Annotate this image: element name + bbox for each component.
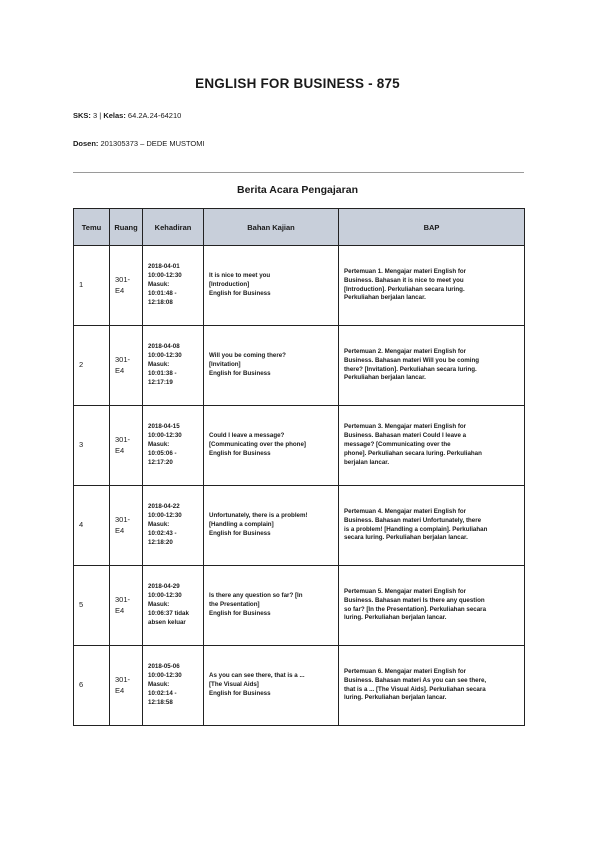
cell-bap-line: that is a ... [The Visual Aids]. Perkuliahan secara	[344, 685, 486, 693]
cell-bap-line: [Introduction]. Perkuliahan secara luring.	[344, 285, 465, 293]
cell-bap-line: Pertemuan 2. Mengajar materi English for	[344, 347, 467, 355]
cell-kehadiran-line: Masuk:	[148, 681, 170, 688]
cell-kehadiran-line: 10:00-12:30	[148, 672, 182, 680]
cell-kehadiran-line: Masuk:	[148, 361, 170, 368]
cell-bap	[339, 246, 525, 326]
cell-bap-line: luring. Perkuliahan berjalan lancar.	[344, 694, 447, 702]
sks-label: SKS:	[73, 111, 91, 120]
cell-kehadiran-line: 2018-04-15	[148, 423, 180, 431]
cell-kehadiran-line: 12:18:08	[148, 298, 173, 306]
cell-ruang	[110, 326, 143, 406]
cell-ruang-line: 301-	[115, 434, 131, 444]
cell-kehadiran-line: Masuk:	[148, 521, 170, 528]
cell-bahan-kajian-line: It is nice to meet you	[209, 272, 271, 280]
cell-kehadiran-line: 2018-04-08	[148, 343, 180, 351]
cell-bap-line: luring. Perkuliahan berjalan lancar.	[344, 614, 447, 622]
cell-ruang	[110, 646, 143, 726]
cell-bahan-kajian-line: English for Business	[209, 449, 271, 457]
cell-temu: 4	[74, 486, 110, 566]
cell-kehadiran-line: 12:17:19	[148, 378, 173, 386]
cell-ruang	[110, 246, 143, 326]
cell-bap-line: Perkuliahan berjalan lancar.	[344, 374, 426, 382]
header-kehadiran: Kehadiran	[143, 209, 204, 246]
cell-kehadiran-line: 10:01:48 -	[148, 289, 177, 297]
cell-kehadiran-line: 2018-04-29	[148, 583, 180, 591]
cell-ruang-line: 301-	[115, 354, 131, 364]
cell-bap-line: Perkuliahan berjalan lancar.	[344, 294, 426, 302]
cell-bap-line: Pertemuan 4. Mengajar materi English for	[344, 507, 467, 515]
cell-kehadiran-line: 10:00-12:30	[148, 592, 182, 600]
cell-bahan-kajian-line: [Invitation]	[209, 361, 241, 368]
cell-kehadiran-line: 12:18:58	[148, 698, 173, 706]
document-title: ENGLISH FOR BUSINESS - 875	[195, 76, 400, 91]
cell-ruang-line: E4	[115, 285, 125, 295]
dosen-label: Dosen:	[73, 139, 99, 148]
cell-temu: 6	[74, 646, 110, 726]
cell-bap-line: berjalan lancar.	[344, 458, 390, 466]
cell-ruang-line: E4	[115, 445, 125, 455]
cell-bahan-kajian	[204, 406, 339, 486]
cell-bap-line: there? [Invitation]. Perkuliahan secara luring.	[344, 365, 477, 373]
cell-bap	[339, 566, 525, 646]
cell-kehadiran-line: 2018-04-01	[148, 263, 180, 271]
cell-bahan-kajian	[204, 246, 339, 326]
cell-kehadiran-line: 12:17:20	[148, 458, 173, 466]
table-row	[74, 326, 525, 406]
teaching-report-table	[73, 208, 525, 726]
cell-kehadiran	[143, 246, 204, 326]
cell-kehadiran-line: 2018-04-22	[148, 503, 180, 511]
cell-bap	[339, 486, 525, 566]
cell-bap-line: message? [Communicating over the	[344, 441, 451, 448]
cell-ruang-line: 301-	[115, 594, 131, 604]
cell-bahan-kajian-line: [Communicating over the phone]	[209, 441, 306, 448]
cell-kehadiran-line: 10:00-12:30	[148, 272, 182, 280]
cell-kehadiran	[143, 326, 204, 406]
table-header-row	[74, 209, 525, 246]
cell-kehadiran-line: 10:00-12:30	[148, 512, 182, 520]
cell-bap-line: Business. Bahasan materi Is there any question	[344, 596, 485, 604]
cell-bahan-kajian-line: English for Business	[209, 689, 271, 697]
cell-kehadiran-line: 10:02:43 -	[148, 529, 177, 537]
cell-kehadiran-line: absen keluar	[148, 618, 186, 626]
divider	[73, 172, 524, 173]
cell-temu: 2	[74, 326, 110, 406]
cell-bap	[339, 406, 525, 486]
cell-bahan-kajian-line: Is there any question so far? [In	[209, 592, 303, 600]
dosen-value: 201305373 – DEDE MUSTOMI	[100, 139, 205, 148]
cell-temu: 5	[74, 566, 110, 646]
cell-bahan-kajian	[204, 486, 339, 566]
cell-ruang	[110, 406, 143, 486]
cell-kehadiran-line: Masuk:	[148, 281, 170, 288]
cell-kehadiran-line: 10:00-12:30	[148, 352, 182, 360]
cell-bahan-kajian-line: the Presentation]	[209, 601, 260, 608]
cell-bahan-kajian-line: Will you be coming there?	[209, 352, 286, 360]
cell-bahan-kajian-line: English for Business	[209, 369, 271, 377]
cell-bap-line: Pertemuan 6. Mengajar materi English for	[344, 667, 467, 675]
cell-bahan-kajian-line: [Handling a complain]	[209, 521, 274, 528]
cell-bap	[339, 326, 525, 406]
cell-kehadiran-line: 2018-05-06	[148, 663, 180, 671]
cell-bap-line: is a problem! [Handling a complain]. Perkuliahan	[344, 525, 488, 533]
table-row	[74, 406, 525, 486]
section-title: Berita Acara Pengajaran	[236, 184, 358, 196]
cell-kehadiran-line: 10:00-12:30	[148, 432, 182, 440]
cell-ruang-line: E4	[115, 525, 125, 535]
cell-bap	[339, 646, 525, 726]
table-row	[74, 646, 525, 726]
cell-kehadiran	[143, 406, 204, 486]
cell-temu: 1	[74, 246, 110, 326]
cell-bahan-kajian-line: English for Business	[209, 609, 271, 617]
cell-bahan-kajian-line: [Introduction]	[209, 281, 250, 288]
cell-kehadiran-line: 12:18:20	[148, 538, 173, 546]
cell-bap-line: so far? [In the Presentation]. Perkuliahan secara	[344, 605, 487, 613]
header-ruang: Ruang	[110, 209, 143, 246]
header-bahan-kajian: Bahan Kajian	[204, 209, 339, 246]
cell-ruang-line: 301-	[115, 274, 131, 284]
cell-bap-line: secara luring. Perkuliahan berjalan lancar.	[344, 534, 468, 542]
kelas-value: 64.2A.24-64210	[127, 111, 182, 120]
cell-bahan-kajian	[204, 326, 339, 406]
cell-kehadiran-line: 10:02:14 -	[148, 689, 177, 697]
table-row	[74, 566, 525, 646]
cell-kehadiran	[143, 646, 204, 726]
cell-bap-line: phone]. Perkuliahan secara luring. Perkuliahan	[344, 449, 482, 457]
cell-bahan-kajian-line: [The Visual Aids]	[209, 681, 259, 688]
cell-kehadiran-line: 10:06:37 tidak	[148, 609, 189, 617]
cell-kehadiran-line: Masuk:	[148, 601, 170, 608]
header-temu: Temu	[74, 209, 110, 246]
cell-bap-line: Pertemuan 3. Mengajar materi English for	[344, 423, 467, 431]
cell-kehadiran	[143, 486, 204, 566]
cell-ruang-line: 301-	[115, 514, 131, 524]
cell-bahan-kajian-line: Unfortunately, there is a problem!	[209, 512, 308, 520]
cell-bahan-kajian-line: Could I leave a message?	[209, 432, 285, 440]
cell-kehadiran-line: 10:01:38 -	[148, 369, 177, 377]
cell-ruang	[110, 566, 143, 646]
cell-bap-line: Business. Bahasan it is nice to meet you	[344, 276, 464, 284]
cell-bahan-kajian-line: English for Business	[209, 529, 271, 537]
lecturer-meta-line	[73, 139, 205, 148]
cell-bap-line: Business. Bahasan materi As you can see there,	[344, 676, 487, 684]
cell-ruang-line: E4	[115, 365, 125, 375]
cell-temu: 3	[74, 406, 110, 486]
cell-kehadiran	[143, 566, 204, 646]
table-row	[74, 486, 525, 566]
cell-kehadiran-line: 10:05:06 -	[148, 449, 177, 457]
cell-ruang-line: 301-	[115, 674, 131, 684]
cell-bahan-kajian	[204, 646, 339, 726]
header-bap: BAP	[339, 209, 525, 246]
cell-bahan-kajian	[204, 566, 339, 646]
sks-value: 3 |	[93, 111, 104, 120]
cell-bap-line: Business. Bahasan materi Will you be coming	[344, 356, 480, 364]
cell-bahan-kajian-line: English for Business	[209, 289, 271, 297]
course-meta-line	[73, 111, 181, 120]
cell-ruang	[110, 486, 143, 566]
cell-bahan-kajian-line: As you can see there, that is a ...	[209, 672, 305, 680]
kelas-label: Kelas:	[103, 111, 126, 120]
cell-bap-line: Business. Bahasan materi Could I leave a	[344, 432, 467, 440]
cell-bap-line: Pertemuan 5. Mengajar materi English for	[344, 587, 467, 595]
cell-bap-line: Business. Bahasan materi Unfortunately, there	[344, 516, 482, 524]
table-row	[74, 246, 525, 326]
cell-ruang-line: E4	[115, 685, 125, 695]
cell-ruang-line: E4	[115, 605, 125, 615]
cell-bap-line: Pertemuan 1. Mengajar materi English for	[344, 267, 467, 275]
cell-kehadiran-line: Masuk:	[148, 441, 170, 448]
